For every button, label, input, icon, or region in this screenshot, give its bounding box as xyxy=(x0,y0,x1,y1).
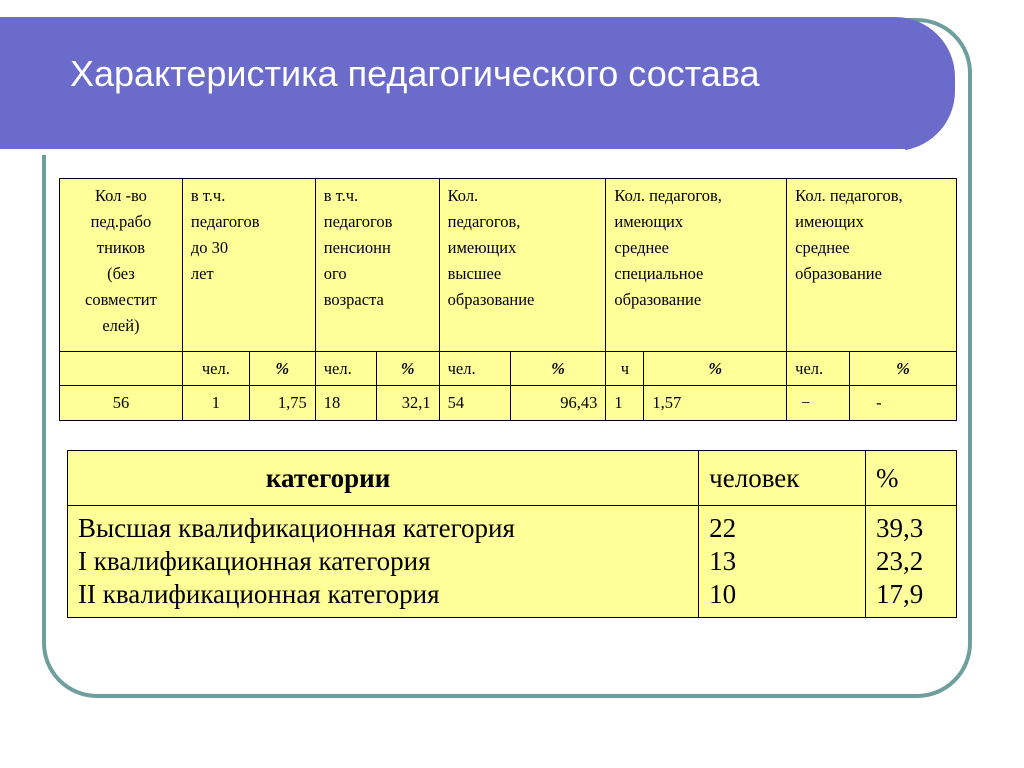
value-cell: − xyxy=(787,386,850,421)
value-cell: 1 xyxy=(182,386,249,421)
table-subheader-row xyxy=(60,352,957,386)
header-categories: категории xyxy=(68,451,699,506)
percent-value: 39,3 xyxy=(876,513,924,543)
qualification-table xyxy=(67,450,957,618)
table-row xyxy=(68,506,957,618)
subheader-cell: % xyxy=(249,352,315,386)
percent-value: 23,2 xyxy=(876,546,924,576)
header-higher-education: Кол. педагогов, имеющих высшее образование xyxy=(439,179,606,352)
people-count: 22 xyxy=(709,513,737,543)
subheader-cell: % xyxy=(644,352,787,386)
percent-cell xyxy=(866,506,957,618)
table-header-row xyxy=(68,451,957,506)
subheader-cell: чел. xyxy=(439,352,510,386)
staff-composition-table xyxy=(59,178,957,421)
value-cell: - xyxy=(850,386,957,421)
value-cell: 1,75 xyxy=(249,386,315,421)
subheader-cell: чел. xyxy=(787,352,850,386)
header-secondary-special: Кол. педагогов, имеющих среднее специальное образование xyxy=(606,179,787,352)
header-percent: % xyxy=(866,451,957,506)
title-underline xyxy=(0,149,905,155)
value-cell: 54 xyxy=(439,386,510,421)
header-people: человек xyxy=(699,451,866,506)
people-count: 10 xyxy=(709,579,737,609)
title-bar xyxy=(0,17,955,151)
category-label: II квалификационная категория xyxy=(78,579,440,609)
subheader-cell: ч xyxy=(606,352,644,386)
header-under-30: в т.ч. педагогов до 30 лет xyxy=(182,179,315,352)
category-label: Высшая квалификационная категория xyxy=(78,513,515,543)
category-label: I квалификационная категория xyxy=(78,546,431,576)
header-secondary: Кол. педагогов, имеющих среднее образование xyxy=(787,179,957,352)
people-count: 13 xyxy=(709,546,737,576)
value-cell: 1,57 xyxy=(644,386,787,421)
categories-cell xyxy=(68,506,699,618)
value-cell: 56 xyxy=(60,386,183,421)
subheader-cell xyxy=(60,352,183,386)
subheader-cell: чел. xyxy=(182,352,249,386)
header-total-staff: Кол -во пед.рабо тников (без совместит елей) xyxy=(60,179,183,352)
table-row xyxy=(60,386,957,421)
value-cell: 32,1 xyxy=(376,386,439,421)
slide-title: Характеристика педагогического состава xyxy=(70,53,760,94)
value-cell: 96,43 xyxy=(510,386,606,421)
table-header-row xyxy=(60,179,957,352)
value-cell: 1 xyxy=(606,386,644,421)
subheader-cell: чел. xyxy=(315,352,376,386)
subheader-cell: % xyxy=(376,352,439,386)
header-pension-age: в т.ч. педагогов пенсионн ого возраста xyxy=(315,179,439,352)
percent-value: 17,9 xyxy=(876,579,924,609)
people-cell xyxy=(699,506,866,618)
subheader-cell: % xyxy=(850,352,957,386)
value-cell: 18 xyxy=(315,386,376,421)
subheader-cell: % xyxy=(510,352,606,386)
